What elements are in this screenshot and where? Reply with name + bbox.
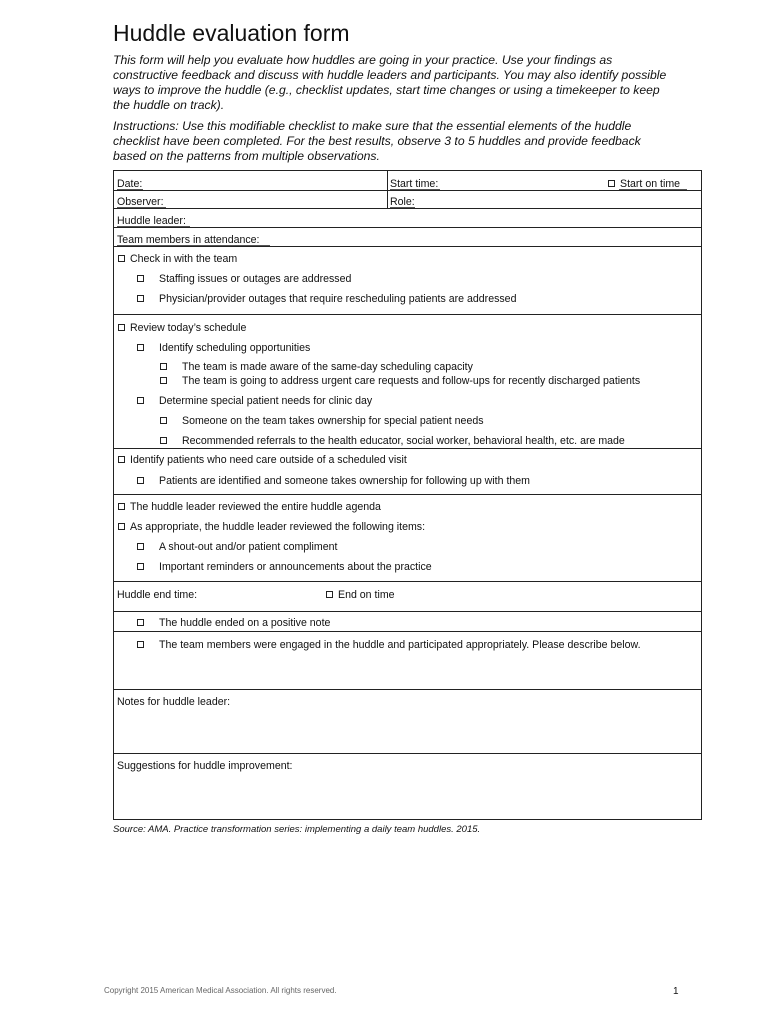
checkbox-icon[interactable] bbox=[137, 344, 144, 351]
row-divider bbox=[114, 494, 701, 495]
subitem-label: Important reminders or announcements about the practice bbox=[159, 561, 432, 573]
checkbox-icon[interactable] bbox=[137, 275, 144, 282]
check-in-heading: Check in with the team bbox=[130, 253, 238, 265]
row-divider bbox=[114, 314, 701, 315]
row-divider bbox=[114, 227, 701, 228]
page-number: 1 bbox=[673, 986, 679, 997]
date-label: Date: bbox=[117, 178, 143, 190]
observer-label: Observer: bbox=[117, 196, 164, 208]
row-divider bbox=[114, 448, 701, 449]
checkbox-icon[interactable] bbox=[137, 543, 144, 550]
schedule-subsubitem[interactable] bbox=[160, 375, 640, 388]
outside-care-subitem[interactable] bbox=[137, 475, 530, 488]
end-subitem[interactable] bbox=[137, 617, 330, 630]
end-on-time-checkbox[interactable] bbox=[326, 589, 395, 602]
schedule-subsubitem[interactable] bbox=[160, 361, 473, 374]
subitem-label: The team members were engaged in the huddle and participated appropriately. Please describe below. bbox=[159, 639, 641, 651]
field-underline bbox=[390, 189, 440, 190]
agenda-reviewed-label: The huddle leader reviewed the entire huddle agenda bbox=[130, 501, 381, 513]
field-underline bbox=[117, 226, 190, 227]
checkbox-icon[interactable] bbox=[160, 377, 167, 384]
checkbox-icon[interactable] bbox=[137, 641, 144, 648]
checkbox-icon[interactable] bbox=[137, 295, 144, 302]
field-underline bbox=[390, 207, 415, 208]
row-divider bbox=[114, 631, 701, 632]
field-underline bbox=[619, 189, 687, 190]
schedule-subitem[interactable] bbox=[137, 395, 372, 408]
field-underline bbox=[117, 189, 143, 190]
checkbox-icon[interactable] bbox=[118, 255, 125, 262]
huddle-end-time-label: Huddle end time: bbox=[117, 589, 198, 601]
row-divider bbox=[114, 581, 701, 582]
instructions-paragraph: Instructions: Use this modifiable checklist to make sure that the essential elements of the huddle checklist have been completed. For the best results, observe 3 to 5 huddles and provide feedback based on the patterns from multiple observations. bbox=[113, 119, 641, 163]
notes-label: Notes for huddle leader: bbox=[117, 696, 231, 708]
subitem-label: Patients are identified and someone takes ownership for following up with them bbox=[159, 475, 530, 487]
schedule-heading: Review today’s schedule bbox=[130, 322, 247, 334]
subitem-label: Physician/provider outages that require rescheduling patients are addressed bbox=[159, 293, 517, 305]
end-subitem[interactable] bbox=[137, 639, 641, 652]
team-members-label: Team members in attendance: bbox=[117, 234, 260, 246]
checkbox-icon[interactable] bbox=[160, 437, 167, 444]
subsubitem-label: The team is made aware of the same-day scheduling capacity bbox=[182, 361, 473, 373]
column-divider bbox=[387, 171, 388, 208]
start-time-label: Start time: bbox=[390, 178, 439, 190]
row-divider bbox=[114, 611, 701, 612]
check-in-item[interactable] bbox=[118, 253, 237, 266]
schedule-subsubitem[interactable] bbox=[160, 435, 625, 448]
agenda-subitem[interactable] bbox=[137, 561, 432, 574]
subitem-label: A shout-out and/or patient compliment bbox=[159, 541, 338, 553]
schedule-subitem[interactable] bbox=[137, 342, 310, 355]
subsubitem-label: The team is going to address urgent care requests and follow-ups for recently discharged patients bbox=[182, 375, 641, 387]
agenda-reviewed-item[interactable] bbox=[118, 501, 381, 514]
schedule-subsubitem[interactable] bbox=[160, 415, 484, 428]
outside-care-item[interactable] bbox=[118, 454, 407, 467]
checkbox-icon[interactable] bbox=[137, 619, 144, 626]
row-divider bbox=[114, 753, 701, 754]
role-label: Role: bbox=[390, 196, 415, 208]
huddle-leader-label: Huddle leader: bbox=[117, 215, 186, 227]
agenda-following-label: As appropriate, the huddle leader reviewed the following items: bbox=[130, 521, 426, 533]
source-citation: Source: AMA. Practice transformation series: implementing a daily team huddles. 2015. bbox=[113, 824, 481, 835]
subitem-label: Identify scheduling opportunities bbox=[159, 342, 311, 354]
check-in-subitem[interactable] bbox=[137, 273, 351, 286]
agenda-subitem[interactable] bbox=[137, 541, 337, 554]
checkbox-icon[interactable] bbox=[118, 503, 125, 510]
subitem-label: The huddle ended on a positive note bbox=[159, 617, 331, 629]
checkbox-icon[interactable] bbox=[608, 180, 615, 187]
field-underline bbox=[117, 245, 270, 246]
field-underline bbox=[117, 207, 166, 208]
checkbox-icon[interactable] bbox=[160, 363, 167, 370]
copyright-footer: Copyright 2015 American Medical Association. All rights reserved. bbox=[104, 986, 337, 995]
checkbox-icon[interactable] bbox=[118, 456, 125, 463]
checkbox-icon[interactable] bbox=[137, 397, 144, 404]
subsubitem-label: Someone on the team takes ownership for special patient needs bbox=[182, 415, 484, 427]
checkbox-icon[interactable] bbox=[137, 477, 144, 484]
checkbox-icon[interactable] bbox=[326, 591, 333, 598]
checkbox-icon[interactable] bbox=[118, 523, 125, 530]
intro-paragraph: This form will help you evaluate how huddles are going in your practice. Use your findings as constructive feedback and discuss with huddle leaders and participants. You may also identify possible ways to improve the huddle (e.g., checklist updates, start time changes or using a timekeeper to keep the huddle on track). bbox=[113, 53, 667, 112]
row-divider bbox=[114, 689, 701, 690]
suggestions-label: Suggestions for huddle improvement: bbox=[117, 760, 293, 772]
evaluation-form bbox=[113, 170, 702, 820]
subitem-label: Determine special patient needs for clinic day bbox=[159, 395, 373, 407]
checkbox-icon[interactable] bbox=[160, 417, 167, 424]
page-title: Huddle evaluation form bbox=[113, 20, 350, 46]
subsubitem-label: Recommended referrals to the health educator, social worker, behavioral health, etc. are made bbox=[182, 435, 625, 447]
subitem-label: Staffing issues or outages are addressed bbox=[159, 273, 352, 285]
checkbox-icon[interactable] bbox=[137, 563, 144, 570]
schedule-item[interactable] bbox=[118, 322, 246, 335]
end-on-time-label: End on time bbox=[338, 589, 395, 601]
checkbox-icon[interactable] bbox=[118, 324, 125, 331]
check-in-subitem[interactable] bbox=[137, 293, 516, 306]
outside-care-heading: Identify patients who need care outside of a scheduled visit bbox=[130, 454, 407, 466]
agenda-following-item[interactable] bbox=[118, 521, 425, 534]
start-on-time-label: Start on time bbox=[620, 178, 681, 190]
